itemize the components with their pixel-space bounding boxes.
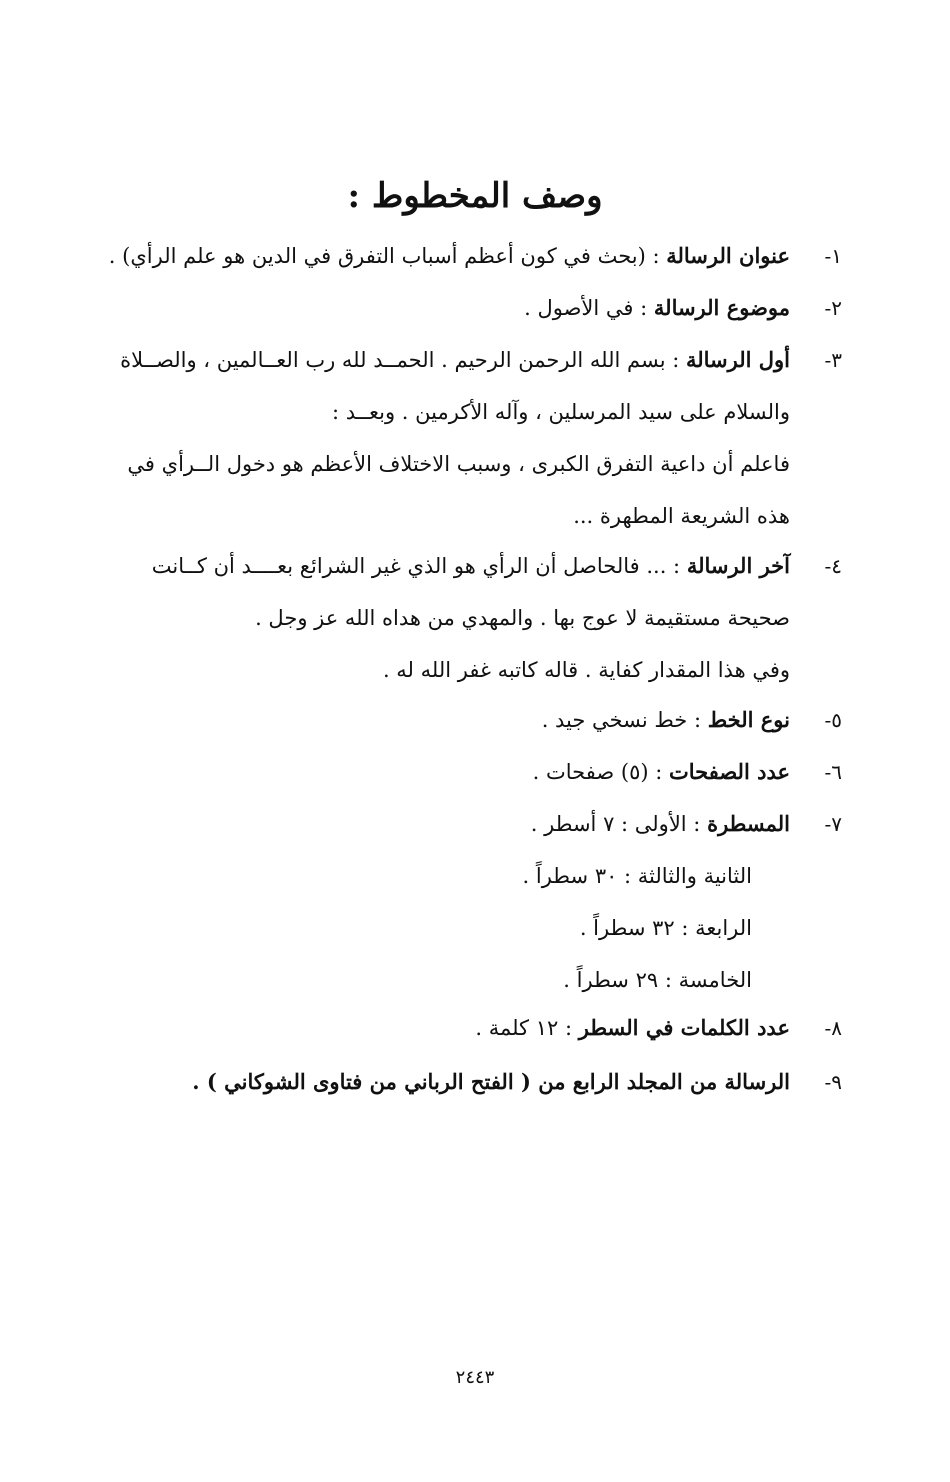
item-label: عنوان الرسالة (666, 243, 790, 268)
item-text: : خط نسخي جيد . (541, 708, 702, 732)
item-label: نوع الخط (707, 707, 790, 732)
item-number: ١- (824, 244, 842, 268)
item-line (542, 694, 790, 746)
item-text: : بسم الله الرحمن الرحيم . الحمــد لله رب العــالمين ، والصــلاة (120, 348, 680, 372)
item-label: المسطرة (707, 811, 790, 836)
item-continuation-line: الثانية والثالثة : ٣٠ سطراً . (522, 864, 752, 888)
item-number: ٩- (824, 1070, 842, 1094)
item-continuation-line: صحيحة مستقيمة لا عوج بها . والمهدي من هداه الله عز وجل . (255, 606, 790, 630)
item-label: آخر الرسالة (686, 553, 790, 578)
item-line (475, 1002, 790, 1054)
item-label: عدد الصفحات (668, 759, 790, 784)
item-line (109, 230, 790, 282)
item-text: : الأولى : ٧ أسطر . (530, 812, 701, 836)
item-text: : في الأصول . (524, 296, 648, 320)
page-title: وصف المخطوط : (347, 176, 603, 216)
item-number: ٧- (824, 812, 842, 836)
item-line (192, 1056, 790, 1108)
item-number: ٢- (824, 296, 842, 320)
item-continuation-line: فاعلم أن داعية التفرق الكبرى ، وسبب الاختلاف الأعظم هو دخول الــرأي في (127, 452, 790, 476)
page-number: ٢٤٤٣ (455, 1367, 495, 1388)
item-label: الرسالة من المجلد الرابع من ( الفتح الرباني من فتاوى الشوكاني ) . (192, 1069, 790, 1094)
item-text: : (بحث في كون أعظم أسباب التفرق في الدين هو علم الرأي) . (108, 244, 660, 268)
item-text: : ... فالحاصل أن الرأي هو الذي غير الشرائع بعــــد أن كــانت (151, 554, 681, 578)
item-continuation-line: الرابعة : ٣٢ سطراً . (579, 916, 752, 940)
item-number: ٤- (824, 554, 842, 578)
item-line (120, 334, 790, 386)
item-label: موضوع الرسالة (653, 295, 790, 320)
item-text: : ١٢ كلمة . (475, 1016, 573, 1040)
item-continuation-line: هذه الشريعة المطهرة ... (573, 504, 790, 528)
item-continuation-line: الخامسة : ٢٩ سطراً . (563, 968, 752, 992)
item-number: ٣- (824, 348, 842, 372)
item-number: ٦- (824, 760, 842, 784)
item-label: أول الرسالة (685, 347, 790, 372)
item-continuation-line: والسلام على سيد المرسلين ، وآله الأكرمين . وبعــد : (331, 400, 790, 424)
item-line (531, 798, 790, 850)
item-number: ٥- (824, 708, 842, 732)
item-line (524, 282, 790, 334)
item-label: عدد الكلمات في السطر (578, 1015, 790, 1040)
item-number: ٨- (824, 1016, 842, 1040)
item-line (533, 746, 790, 798)
item-line (152, 540, 790, 592)
item-continuation-line: وفي هذا المقدار كفاية . قاله كاتبه غفر الله له . (382, 658, 790, 682)
item-text: : (٥) صفحات . (532, 760, 663, 784)
